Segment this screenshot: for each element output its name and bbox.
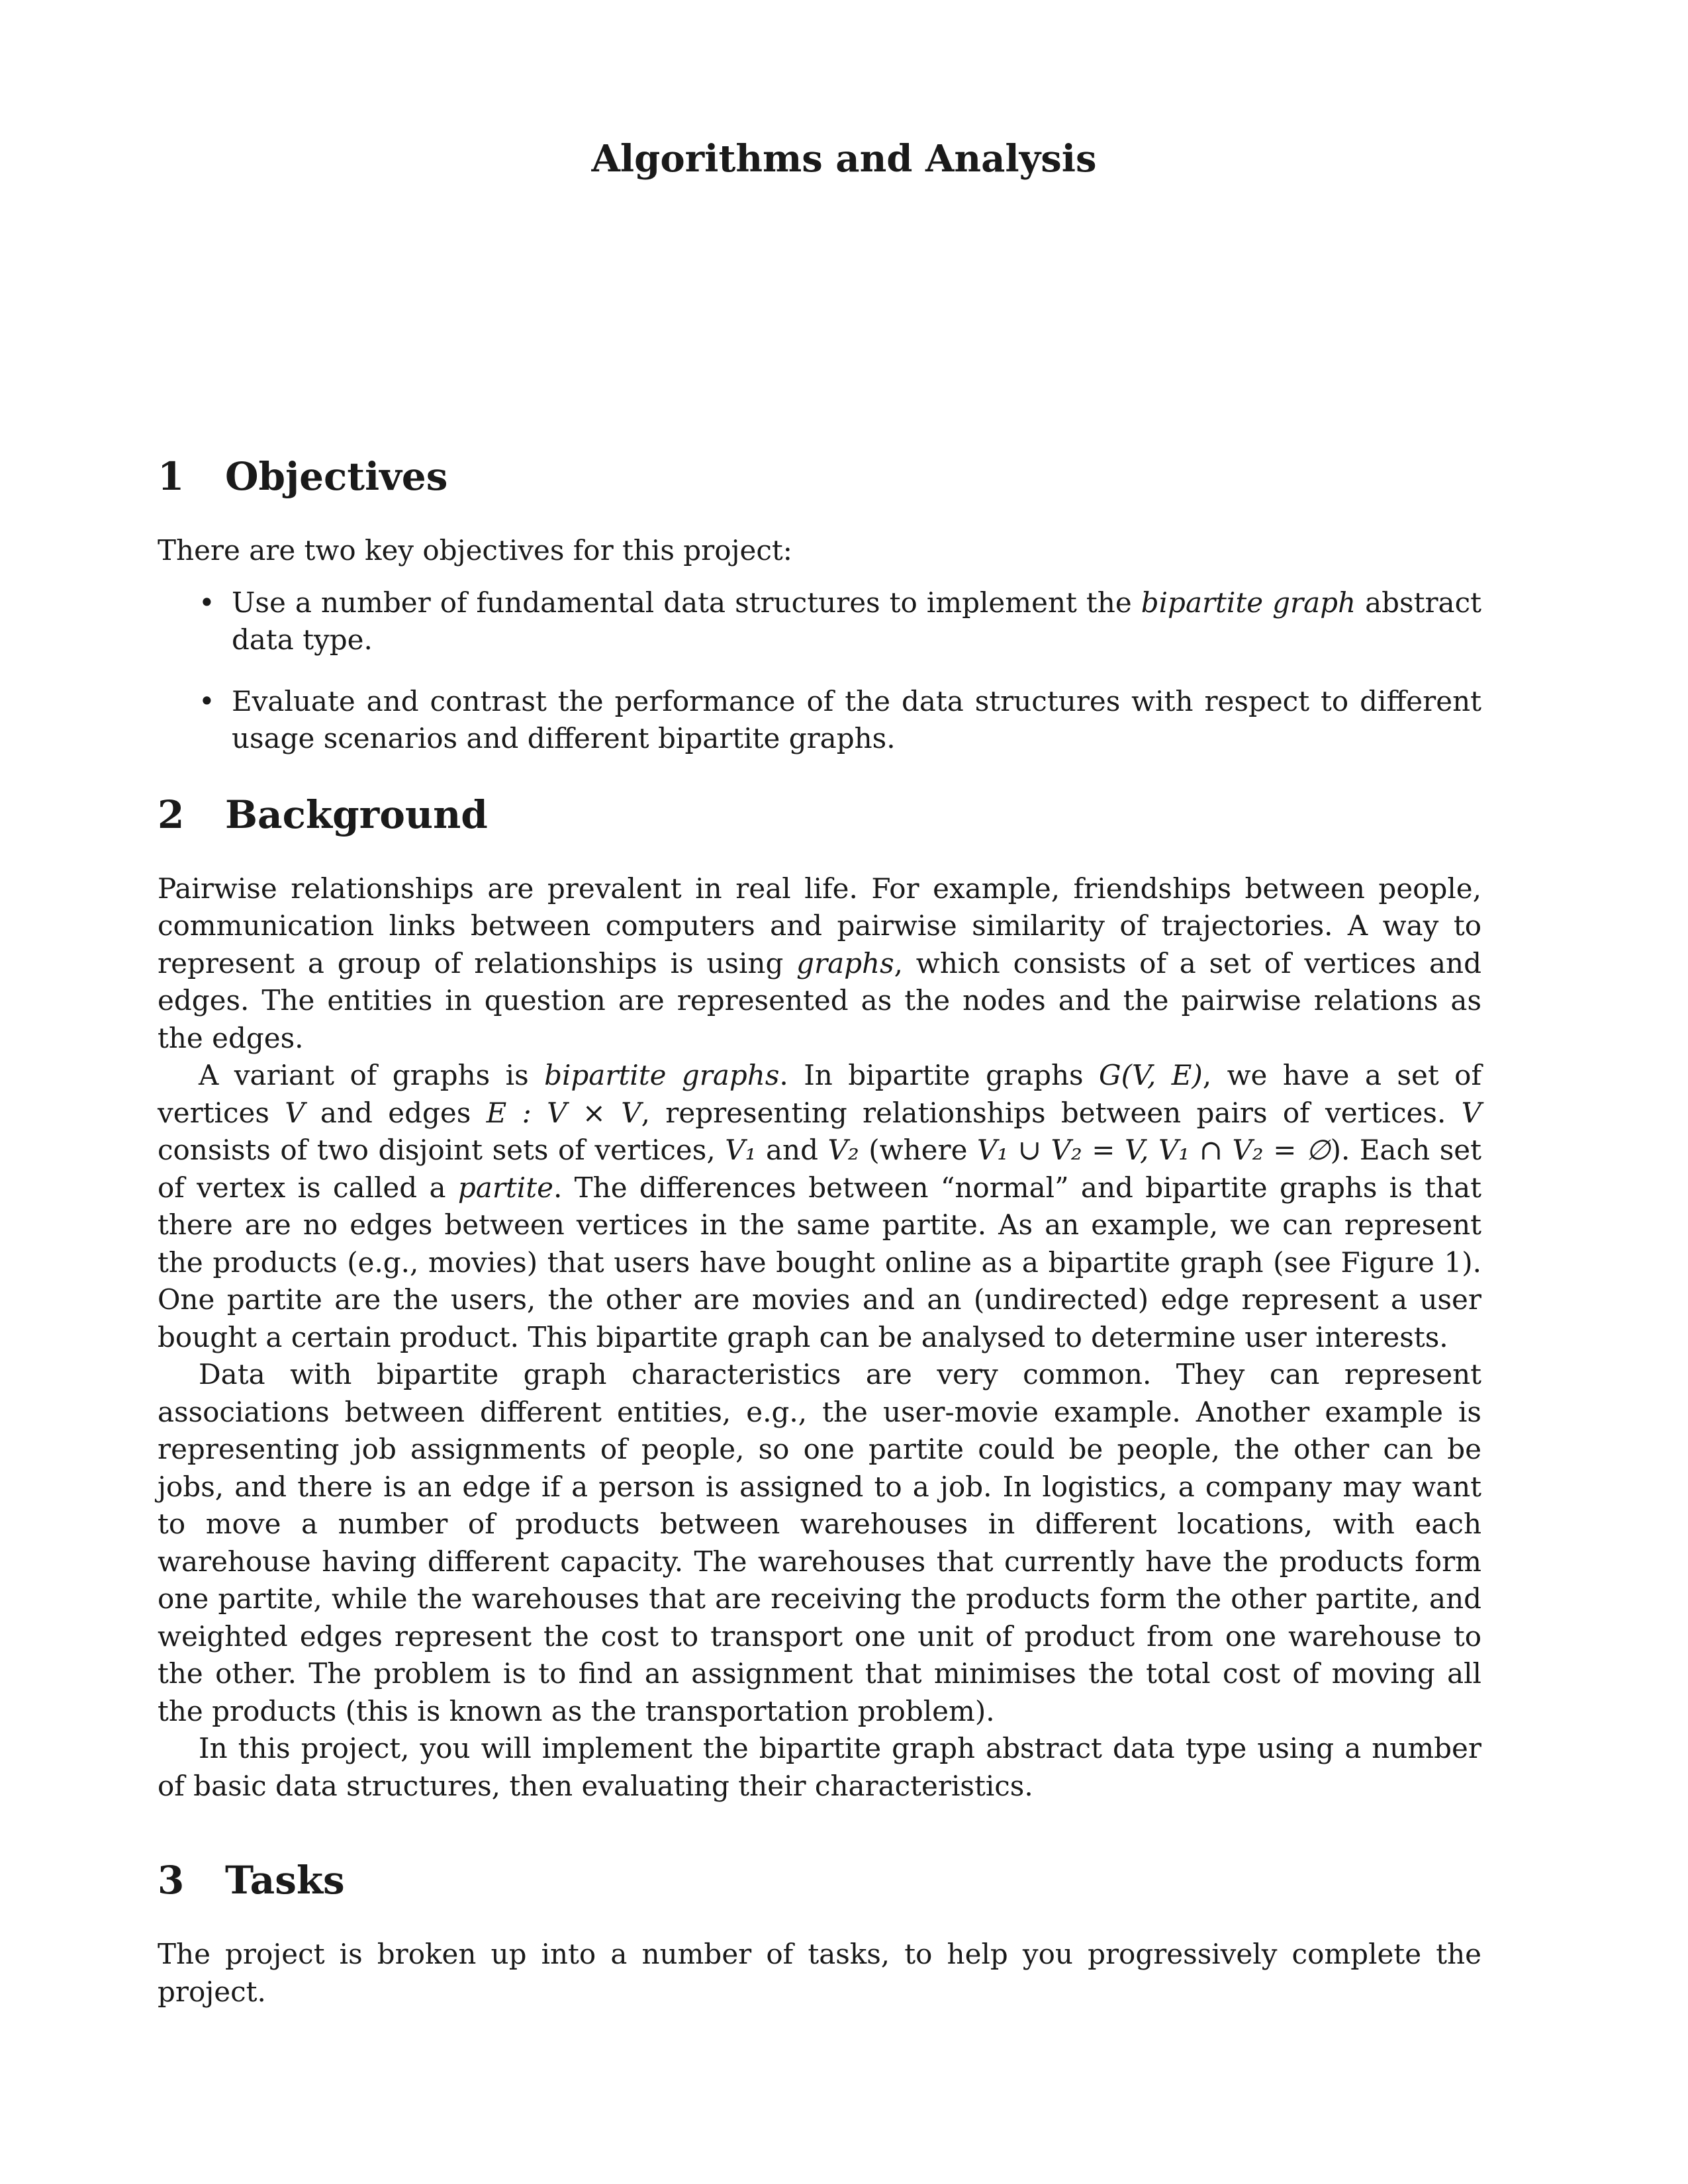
- document-title: Algorithms and Analysis: [591, 137, 1097, 181]
- section-title: Background: [225, 792, 488, 837]
- section-heading: [158, 450, 1481, 503]
- bullet-text: Use a number of fundamental data structures to implement the: [232, 586, 1141, 619]
- paragraph-text: . In bipartite graphs: [779, 1059, 1100, 1091]
- emphasis-text: bipartite graph: [1141, 586, 1356, 619]
- paragraph-text: A variant of graphs is: [199, 1059, 545, 1091]
- bullet-text: Evaluate and contrast the performance of the data structures with respect to different usage scenarios and different bipartite graphs.: [232, 684, 1481, 754]
- paragraph: The project is broken up into a number of tasks, to help you progressively complete the project.: [158, 1938, 1481, 2008]
- list-item: [158, 584, 1481, 659]
- section-title: Tasks: [225, 1858, 345, 1903]
- math-expression: V₂: [827, 1134, 859, 1166]
- paragraph-text: and: [756, 1134, 828, 1166]
- paragraph-text: . The differences between “normal” and bipartite graphs is that there are no edges between vertices in the same partite. As an example, we can represent the products (e.g., movies) that users have bought online as a bipartite graph (see Figure 1). One partite are the users, the other are movies and an (undirected) edge represent a user bought a certain product. This bipartite graph can be analysed to determine user interests.: [158, 1171, 1481, 1353]
- paragraph-text: ). Each set of vertex is called a: [158, 1134, 1482, 1204]
- paragraph-text: , which consists of a set of vertices and edges. The entities in question are represented as the nodes and the pairwise relations as the edges.: [158, 946, 1481, 1054]
- objectives-intro: There are two key objectives for this project:: [158, 534, 792, 567]
- emphasis-text: bipartite graphs: [544, 1059, 780, 1091]
- paragraph: [158, 870, 1481, 1058]
- objectives-list: [158, 584, 1481, 758]
- paragraph: In this project, you will implement the bipartite graph abstract data type using a number of basic data structures, then evaluating their characteristics.: [158, 1732, 1481, 1802]
- paragraph-text: (where: [859, 1134, 978, 1166]
- math-expression: V: [1461, 1096, 1481, 1129]
- math-expression: E : V × V: [486, 1096, 641, 1129]
- document-body: [158, 450, 1481, 2011]
- paragraph-text: Pairwise relationships are prevalent in real life. For example, friendships between people, communication links between computers and pairwise similarity of trajectories. A way to represent a group of relationships is using: [158, 872, 1481, 979]
- section-number: 1: [158, 454, 185, 499]
- section-number: 3: [158, 1858, 185, 1903]
- bullet-text: abstract data type.: [232, 586, 1481, 656]
- bullet-icon: •: [199, 684, 215, 717]
- bullet-icon: •: [199, 586, 215, 619]
- paragraph-text: , we have a set of vertices: [158, 1059, 1481, 1129]
- paragraph-text: and edges: [305, 1096, 487, 1129]
- section-number: 2: [158, 792, 185, 837]
- paragraph-text: , representing relationships between pairs of vertices.: [641, 1096, 1462, 1129]
- paragraph: [158, 1057, 1481, 1356]
- math-expression: G(V, E): [1099, 1059, 1203, 1091]
- list-item: [158, 683, 1481, 758]
- paragraph-text: consists of two disjoint sets of vertices,: [158, 1134, 726, 1166]
- paragraph: Data with bipartite graph characteristics are very common. They can represent associations between different entities, e.g., the user-movie example. Another example is representing job assignments of people, so one partite could be people, the other can be jobs, and there is an edge if a person is assigned to a job. In logistics, a company may want to move a number of products between warehouses in different locations, with each warehouse having different capacity. The warehouses that currently have the products form one partite, while the warehouses that are receiving the products form the other partite, and weighted edges represent the cost to transport one unit of product from one warehouse to the other. The problem is to find an assignment that minimises the total cost of moving all the products (this is known as the transportation problem).: [158, 1358, 1481, 1727]
- math-expression: V₁ ∪ V₂ = V, V₁ ∩ V₂ = ∅: [977, 1134, 1331, 1166]
- section-heading: [158, 788, 1481, 841]
- section-objectives: [158, 450, 1481, 758]
- math-expression: V: [285, 1096, 305, 1129]
- section-tasks: [158, 1854, 1481, 2011]
- section-heading: [158, 1854, 1481, 1907]
- section-title: Objectives: [225, 454, 448, 499]
- math-expression: V₁: [725, 1134, 757, 1166]
- emphasis-text: partite: [457, 1171, 553, 1204]
- section-background: [158, 788, 1481, 1805]
- emphasis-text: graphs: [796, 946, 894, 979]
